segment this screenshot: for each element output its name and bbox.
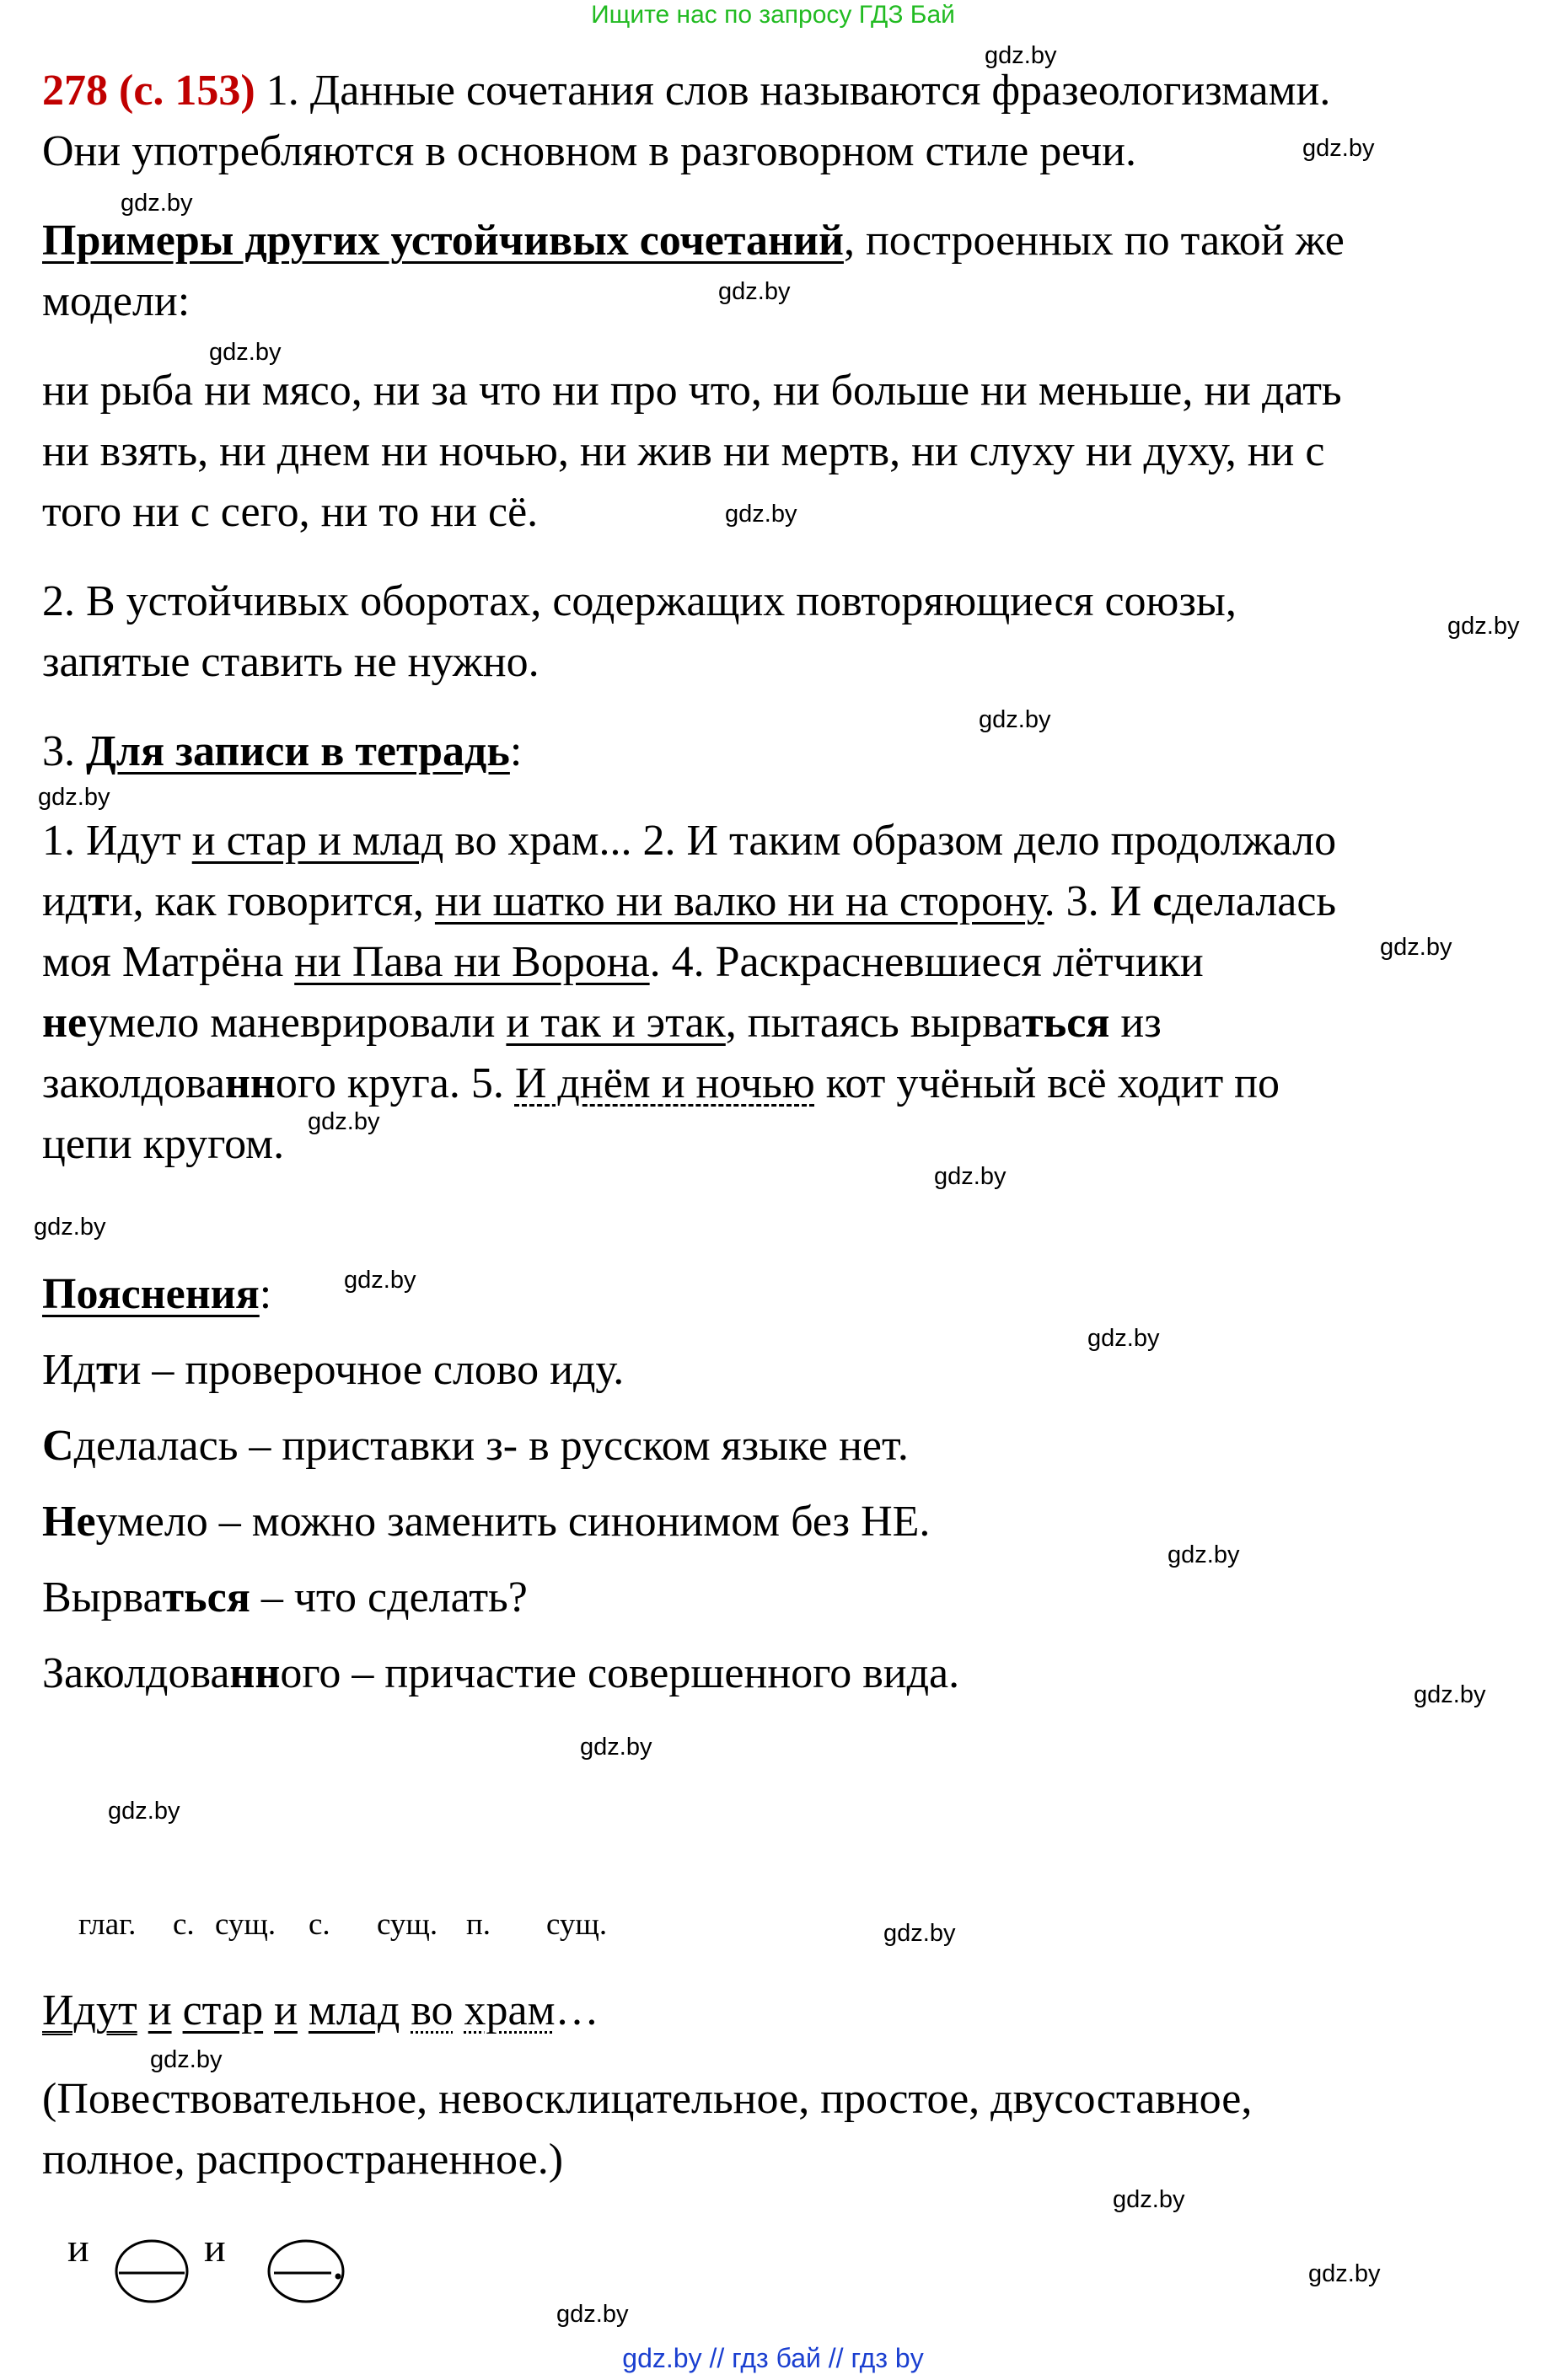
text: моя Матрёна: [42, 938, 295, 986]
adverbial: храм: [464, 1986, 556, 2034]
text: кот учёный всё ходит по: [814, 1059, 1280, 1107]
watermark: gdz.by: [934, 1163, 1007, 1190]
watermark: gdz.by: [1168, 1541, 1240, 1568]
text: делалась – приставки з- в русском языке нет.: [73, 1422, 909, 1470]
watermark: gdz.by: [883, 1920, 956, 1947]
watermark: gdz.by: [38, 784, 110, 811]
adverbial: во: [411, 1986, 454, 2034]
watermark: gdz.by: [1113, 2186, 1185, 2213]
bold-letter: С: [42, 1422, 74, 1470]
examples-heading: [42, 211, 1526, 271]
bold-letter: нн: [229, 1649, 281, 1697]
watermark: gdz.by: [1380, 934, 1452, 961]
text: – что сделать?: [250, 1573, 528, 1622]
bold-letter: не: [42, 999, 88, 1047]
bold-letter: нн: [224, 1059, 276, 1107]
text: во храм... 2. И таким образом дело продолжало: [443, 817, 1337, 865]
explanation-1: [42, 1340, 1526, 1401]
bold-letter: т: [88, 877, 110, 925]
examples-title: Примеры других устойчивых сочетаний: [42, 217, 844, 265]
text: ого круга. 5.: [275, 1059, 515, 1107]
text: и – проверочное слово иду.: [117, 1346, 625, 1394]
text: умело – можно заменить синонимом без НЕ.: [95, 1498, 931, 1546]
task-paragraph-1b: Они употребляются в основном в разговорном стиле речи.: [42, 127, 1136, 175]
explanation-3: [42, 1492, 1526, 1552]
phrase: и стар и млад: [191, 817, 444, 865]
predicate: Идут: [42, 1986, 137, 2034]
text: делалась: [1172, 877, 1337, 925]
examples-line-3: того ни с сего, ни то ни сё.: [42, 488, 539, 536]
top-banner: Ищите нас по запросу ГДЗ Бай: [591, 1, 955, 29]
notebook-line-5: [42, 1053, 1526, 1114]
text: , построенных по такой же: [843, 217, 1345, 265]
parse-label: с.: [309, 1907, 330, 1942]
task-paragraph-3: [42, 721, 1526, 782]
watermark: gdz.by: [985, 42, 1057, 69]
watermark: gdz.by: [1308, 2260, 1381, 2287]
bold-letter: ться: [1022, 999, 1110, 1047]
bold-letter: ться: [162, 1573, 250, 1622]
text: 1. Данные сочетания слов называются фразеологизмами.: [255, 67, 1331, 115]
watermark: gdz.by: [1447, 613, 1520, 640]
watermark: gdz.by: [979, 706, 1051, 733]
text: и, как говорится,: [109, 877, 435, 925]
text: умело маневрировали: [87, 999, 507, 1047]
notebook-line-2: [42, 871, 1526, 932]
parse-label: п.: [466, 1907, 491, 1942]
notebook-title: Для записи в тетрадь: [86, 727, 510, 775]
text: …: [555, 1986, 599, 2034]
task-number: 278 (с. 153): [42, 67, 255, 115]
text: 3.: [42, 727, 86, 775]
watermark: gdz.by: [34, 1214, 106, 1241]
subject: и: [148, 1986, 172, 2034]
task-paragraph-2b: запятые ставить не нужно.: [42, 638, 539, 686]
explanations-title: Пояснения: [42, 1270, 260, 1318]
text: 1. Идут: [42, 817, 192, 865]
explanations-heading: [42, 1264, 1526, 1325]
text: :: [509, 727, 523, 775]
explanation-2: [42, 1416, 1526, 1477]
scheme-circle-icon: [266, 2238, 350, 2305]
watermark: gdz.by: [718, 278, 791, 305]
examples-heading-b: модели:: [42, 277, 191, 325]
watermark: gdz.by: [209, 339, 282, 366]
notebook-line-1: [42, 811, 1526, 871]
scheme-conjunction: и: [204, 2226, 226, 2270]
text: из: [1109, 999, 1162, 1047]
phrase: ни шатко ни валко ни на сторону: [434, 877, 1044, 925]
watermark: gdz.by: [556, 2301, 629, 2328]
bold-letter: с: [1152, 877, 1173, 925]
text: , пытаясь вырва: [725, 999, 1023, 1047]
task-paragraph-2: 2. В устойчивых оборотах, содержащих повторяющиеся союзы,: [42, 577, 1237, 625]
watermark: gdz.by: [121, 190, 193, 217]
text: . 3. И: [1044, 877, 1153, 925]
watermark: gdz.by: [308, 1108, 380, 1135]
text: Заколдова: [42, 1649, 230, 1697]
homogeneous-scheme: [59, 2217, 396, 2318]
parse-labels: [0, 1906, 843, 1940]
explanation-5: [42, 1643, 1526, 1704]
watermark: gdz.by: [725, 501, 797, 528]
parse-label: сущ.: [215, 1907, 276, 1942]
text: Вырва: [42, 1573, 163, 1622]
scheme-conjunction: и: [67, 2226, 89, 2270]
subject: стар: [182, 1986, 264, 2034]
parse-label: с.: [173, 1907, 195, 1942]
text: ого – причастие совершенного вида.: [280, 1649, 960, 1697]
watermark: gdz.by: [1302, 135, 1375, 162]
sentence-description-2: полное, распространенное.): [42, 2136, 564, 2184]
sentence-description-1: (Повествовательное, невосклицательное, простое, двусоставное,: [42, 2075, 1253, 2123]
text: . 4. Раскрасневшиеся лётчики: [649, 938, 1204, 986]
watermark: gdz.by: [580, 1734, 652, 1761]
watermark: gdz.by: [1087, 1325, 1160, 1352]
watermark: gdz.by: [1414, 1681, 1486, 1708]
examples-line-1: ни рыба ни мясо, ни за что ни про что, ни больше ни меньше, ни дать: [42, 367, 1342, 415]
scheme-circle-icon: [114, 2238, 190, 2305]
watermark: gdz.by: [344, 1267, 416, 1294]
text: заколдова: [42, 1059, 225, 1107]
text: :: [259, 1270, 272, 1318]
notebook-line-4: [42, 993, 1526, 1053]
phrase: и так и этак: [506, 999, 726, 1047]
explanation-4: [42, 1568, 1526, 1628]
bold-letter: т: [96, 1346, 118, 1394]
examples-line-2: ни взять, ни днем ни ночью, ни жив ни мертв, ни слуху ни духу, ни с: [42, 427, 1325, 475]
subject: млад: [308, 1986, 400, 2034]
subject: и: [274, 1986, 298, 2034]
task-paragraph-1: [42, 61, 1526, 121]
text: ид: [42, 877, 89, 925]
watermark: gdz.by: [150, 2046, 223, 2073]
footer-links: gdz.by // гдз бай // гдз by: [622, 2343, 924, 2373]
parse-label: сущ.: [377, 1907, 438, 1942]
text: Ид: [42, 1346, 97, 1394]
parsed-sentence: [42, 1981, 1526, 2041]
phrase: ни Пава ни Ворона: [294, 938, 650, 986]
parse-label: сущ.: [546, 1907, 608, 1942]
bold-letter: Не: [42, 1498, 96, 1546]
notebook-line-3: [42, 932, 1526, 993]
parse-label: глаг.: [78, 1907, 137, 1942]
notebook-line-6: цепи кругом.: [42, 1120, 285, 1168]
watermark: gdz.by: [108, 1798, 180, 1825]
phrase: И днём и ночью: [514, 1059, 815, 1107]
